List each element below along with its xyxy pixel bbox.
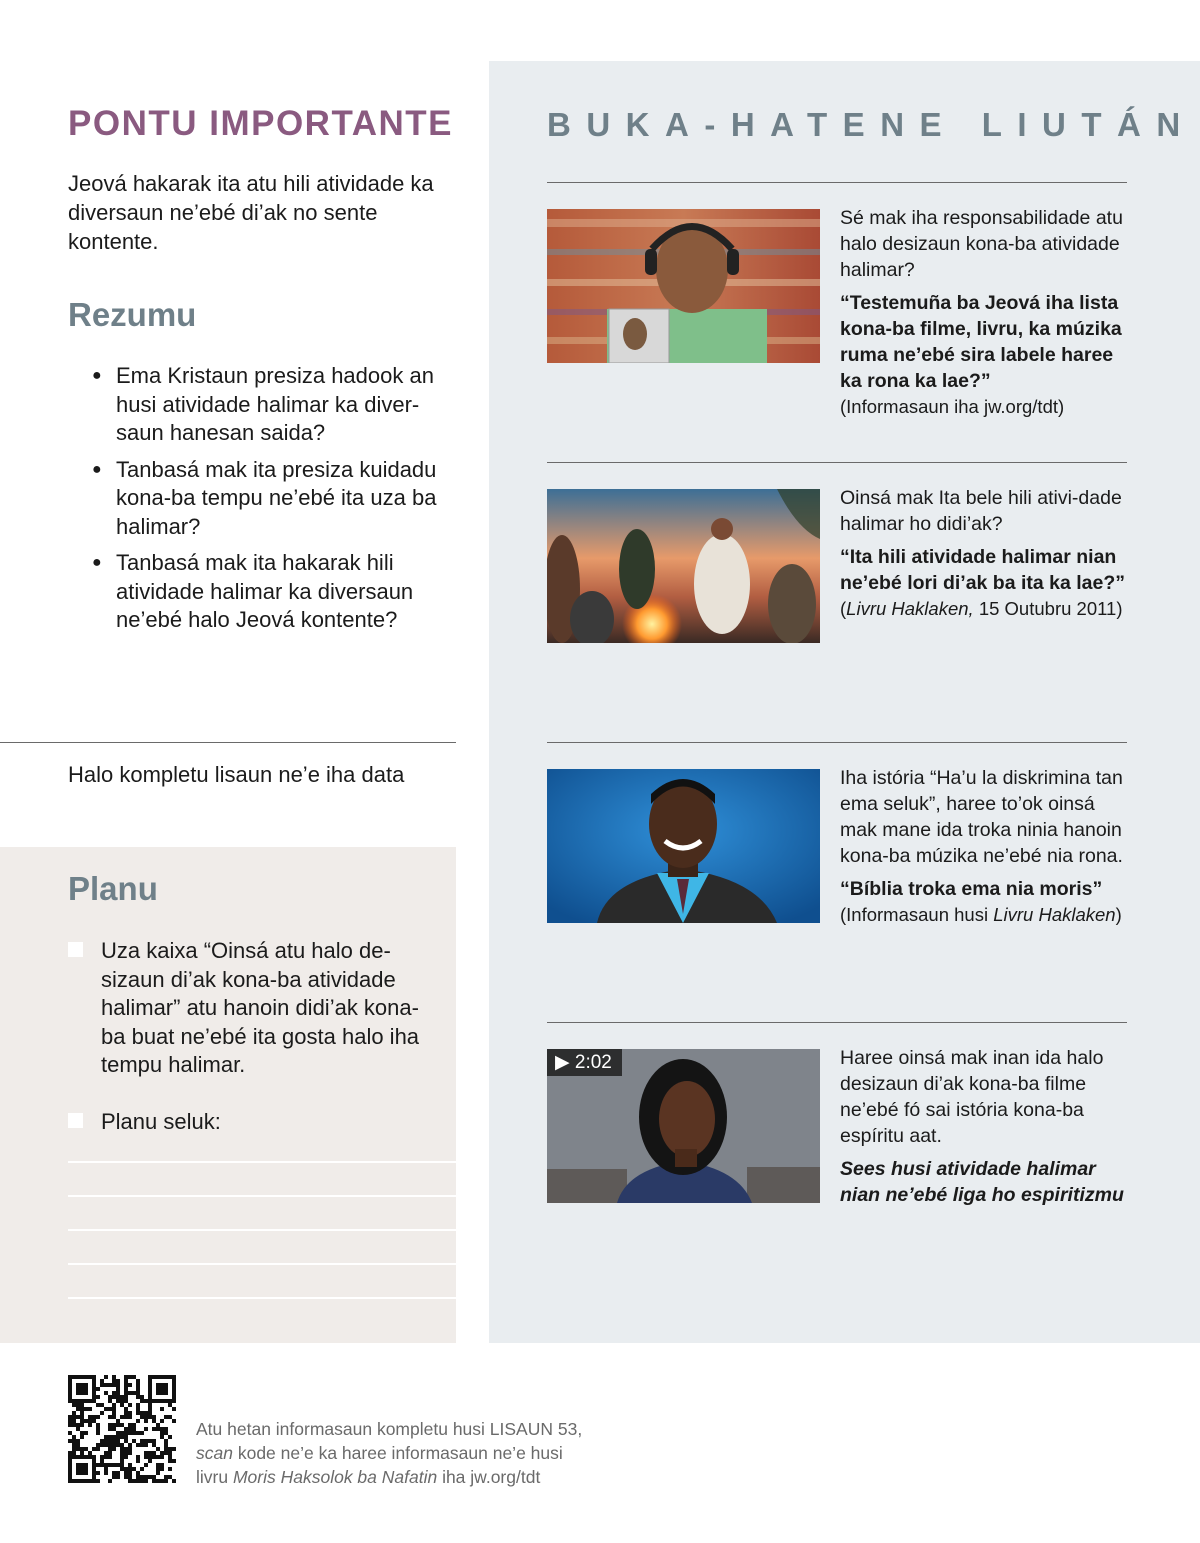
summary-item: ● Ema Kristaun presiza hadook an husi atividade halimar ka diver-saun hanesan saida?: [92, 362, 462, 448]
plan-checkbox[interactable]: [68, 1113, 83, 1128]
plan-item-label: Planu seluk:: [101, 1109, 221, 1134]
resource-link[interactable]: “Testemuña ba Jeová iha lista kona-ba filme, livru, ka múzika ruma ne’ebé sira labele haree ka rona ka lae?”: [840, 292, 1122, 392]
footer-line: scan kode ne’e ka haree informasaun ne’e husi: [196, 1443, 563, 1463]
plan-item-label: Uza kaixa “Oinsá atu halo de-sizaun di’ak kona-ba atividade halimar” atu hanoin didi’ak kona-ba buat ne’ebé ita gosta halo iha tempu halimar.: [101, 938, 420, 1077]
footer-line: livru Moris Haksolok ba Nafatin iha jw.org/tdt: [196, 1467, 541, 1487]
writing-line[interactable]: [68, 1229, 456, 1231]
resource-link[interactable]: “Bíblia troka ema nia moris”: [840, 878, 1103, 900]
man-headphones-image[interactable]: [547, 209, 820, 363]
writing-line[interactable]: [68, 1297, 456, 1299]
summary-item: ● Tanbasá mak ita presiza kuidadu kona-ba tempu ne’ebé ita uza ba halimar?: [92, 456, 462, 542]
qr-code-icon[interactable]: [68, 1375, 176, 1483]
resource-source: (Informasaun husi Livru Haklaken): [840, 904, 1122, 925]
resource-item: [840, 765, 1130, 928]
key-point-title: PONTU IMPORTANTE: [68, 104, 454, 143]
resource-source: (Livru Haklaken, 15 Outubru 2011): [840, 598, 1123, 619]
resource-question: Haree oinsá mak inan ida halo desizaun di’ak kona-ba filme ne’ebé fó sai istória kona-ba espíritu aat.: [840, 1047, 1104, 1147]
divider: [547, 462, 1127, 463]
key-point-text: Jeová hakarak ita atu hili atividade ka diversaun ne’ebé di’ak no sente kontente.: [68, 171, 434, 254]
resource-item: [840, 205, 1130, 420]
divider: [547, 742, 1127, 743]
complete-date-note: Halo kompletu lisaun ne’e iha data: [68, 762, 405, 787]
resource-source: (Informasaun iha jw.org/tdt): [840, 396, 1065, 417]
resource-question: Iha istória “Ha’u la diskrimina tan ema seluk”, haree to’ok oinsá mak mane ida troka ninia hanoin kona-ba múzika ne’ebé nia rona.: [840, 767, 1123, 867]
resource-question: Oinsá mak Ita bele hili ativi-dade halimar ho didi’ak?: [840, 487, 1122, 535]
plan-title: Planu: [68, 870, 158, 907]
resource-item: [840, 1045, 1130, 1208]
summary-list: [92, 362, 462, 643]
footer-note: [196, 1417, 636, 1489]
summary-item: ● Tanbasá mak ita hakarak hili atividade halimar ka diversaun ne’ebé halo Jeová kontente?: [92, 549, 462, 635]
resource-item: [840, 485, 1130, 622]
footer-line: Atu hetan informasaun kompletu husi LISAUN 53,: [196, 1419, 583, 1439]
plan-panel: [0, 847, 456, 1343]
divider: [0, 742, 456, 743]
resource-question: Sé mak iha responsabilidade atu halo desizaun kona-ba atividade halimar?: [840, 207, 1123, 281]
summary-title: Rezumu: [68, 296, 197, 333]
campfire-painting-image[interactable]: [547, 489, 820, 643]
writing-line[interactable]: [68, 1195, 456, 1197]
divider: [547, 182, 1127, 183]
plan-checkbox[interactable]: [68, 942, 83, 957]
plan-item: [68, 937, 438, 1080]
resource-link[interactable]: “Ita hili atividade halimar nian ne’ebé lori di’ak ba ita ka lae?”: [840, 546, 1126, 594]
explore-title: BUKA-HATENE LIUTÁN: [547, 106, 1196, 143]
smiling-man-portrait-image[interactable]: [547, 769, 820, 923]
divider: [547, 1022, 1127, 1023]
woman-video-thumbnail[interactable]: [547, 1049, 820, 1203]
resource-link[interactable]: Sees husi atividade halimar nian ne’ebé liga ho espiritizmu: [840, 1158, 1124, 1206]
writing-line[interactable]: [68, 1263, 456, 1265]
writing-line[interactable]: [68, 1161, 456, 1163]
video-duration-badge[interactable]: ▶ 2:02: [547, 1049, 622, 1076]
plan-item: [68, 1108, 438, 1137]
